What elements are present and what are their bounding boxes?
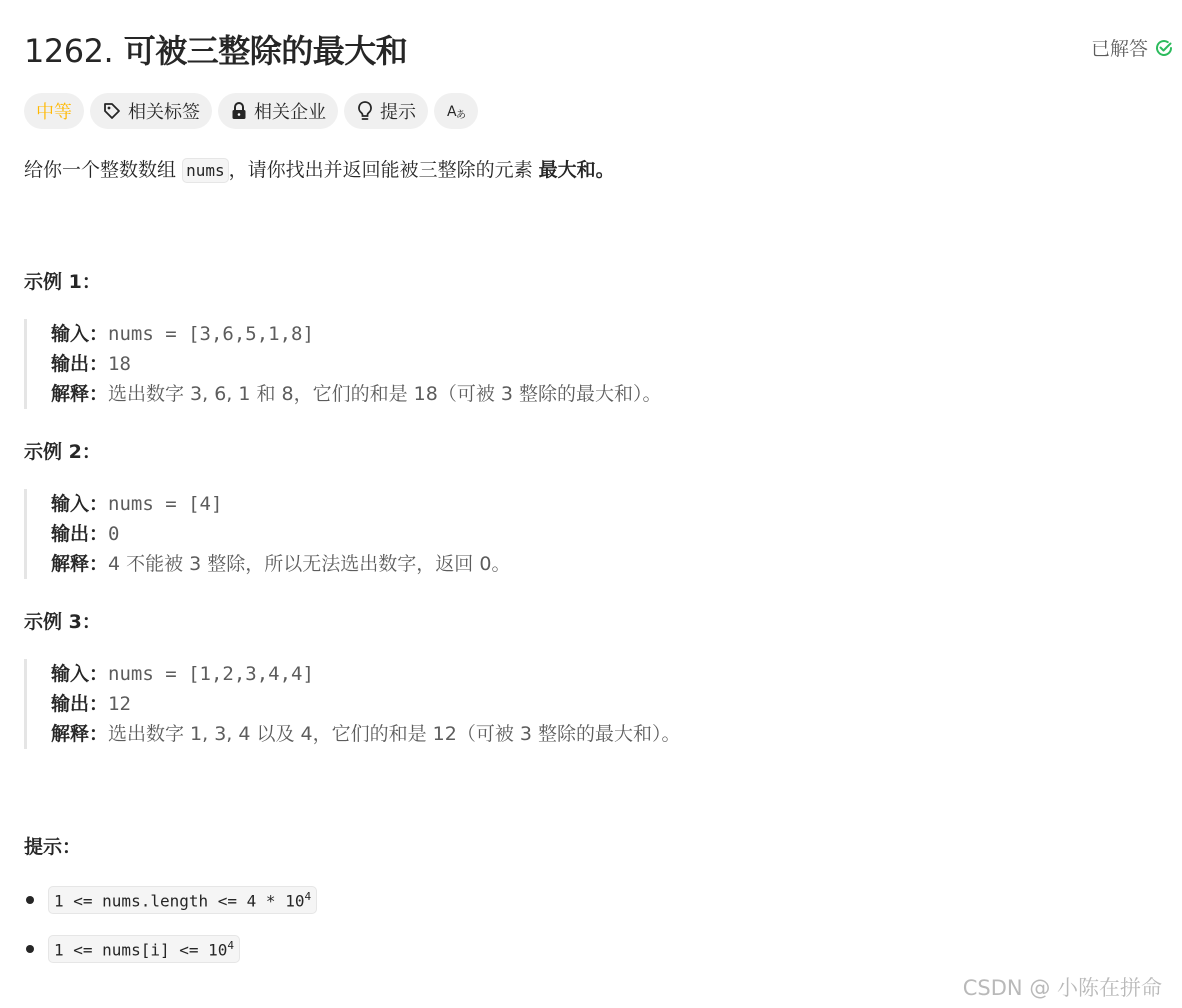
- list-item: [24, 933, 317, 965]
- constraints-heading: 提示：: [24, 836, 82, 858]
- constraint-exponent: 4: [227, 938, 235, 952]
- hint-button[interactable]: [344, 93, 428, 129]
- solved-label: 已解答: [1090, 38, 1148, 60]
- output-value: 0: [108, 523, 120, 545]
- example-3-block: [24, 659, 951, 749]
- input-label: 输入：: [51, 493, 109, 515]
- example-3-heading: 示例 3：: [24, 611, 101, 633]
- explain-label: 解释：: [51, 723, 109, 745]
- input-label: 输入：: [51, 323, 109, 345]
- description-code: nums: [182, 158, 229, 183]
- example-1-explanation: [51, 379, 951, 409]
- example-1-input: [51, 319, 951, 349]
- problem-title[interactable]: [24, 26, 407, 72]
- output-label: 输出：: [51, 693, 109, 715]
- bullet-icon: [26, 896, 34, 904]
- list-item: [24, 884, 317, 916]
- constraint-code: [48, 935, 240, 963]
- input-label: 输入：: [51, 663, 109, 685]
- check-circle-icon: [1154, 38, 1174, 58]
- constraint-text: 1 <= nums[i] <= 10: [54, 940, 228, 960]
- example-2-block: [24, 489, 951, 579]
- tag-icon: [102, 101, 122, 121]
- svg-text:A: A: [447, 104, 457, 120]
- explain-label: 解释：: [51, 553, 109, 575]
- output-label: 输出：: [51, 523, 109, 545]
- problem-description: [24, 155, 615, 186]
- problem-title-text: 可被三整除的最大和: [123, 32, 408, 70]
- watermark: CSDN @ 小陈在拼命: [962, 976, 1162, 1000]
- example-1-output: [51, 349, 951, 379]
- translate-icon: [446, 101, 466, 121]
- svg-text:あ: あ: [456, 110, 466, 121]
- tag-bar: [24, 93, 478, 129]
- lock-icon: [230, 101, 248, 121]
- example-1-heading: 示例 1：: [24, 271, 101, 293]
- explain-value: 选出数字 1, 3, 4 以及 4，它们的和是 12（可被 3 整除的最大和）。: [108, 723, 681, 745]
- translate-button[interactable]: [434, 93, 478, 129]
- hint-label: 提示: [380, 102, 416, 123]
- output-label: 输出：: [51, 353, 109, 375]
- description-middle: ，请你找出并返回能被三整除的元素: [228, 159, 533, 181]
- problem-number: 1262.: [24, 32, 114, 70]
- explain-label: 解释：: [51, 383, 109, 405]
- description-bold: 最大和: [538, 159, 596, 181]
- input-value: nums = [4]: [108, 493, 223, 515]
- related-companies-button[interactable]: [218, 93, 338, 129]
- constraint-text: 1 <= nums.length <= 4 * 10: [54, 891, 305, 911]
- output-value: 18: [108, 353, 131, 375]
- example-3-output: [51, 689, 951, 719]
- related-companies-label: 相关企业: [254, 102, 326, 123]
- related-tags-button[interactable]: [90, 93, 212, 129]
- input-value: nums = [1,2,3,4,4]: [108, 663, 314, 685]
- explain-value: 4 不能被 3 整除，所以无法选出数字，返回 0。: [108, 553, 511, 575]
- bullet-icon: [26, 945, 34, 953]
- title-row: [24, 26, 1170, 70]
- constraints-list: [24, 884, 317, 982]
- example-2-heading: 示例 2：: [24, 441, 101, 463]
- difficulty-badge[interactable]: [24, 93, 84, 129]
- explain-value: 选出数字 3, 6, 1 和 8，它们的和是 18（可被 3 整除的最大和）。: [108, 383, 662, 405]
- description-suffix: 。: [595, 159, 615, 181]
- example-2-explanation: [51, 549, 951, 579]
- solved-status: [1091, 34, 1174, 61]
- input-value: nums = [3,6,5,1,8]: [108, 323, 314, 345]
- lightbulb-icon: [356, 100, 374, 122]
- example-3-explanation: [51, 719, 951, 749]
- constraint-code: [48, 886, 317, 914]
- description-prefix: 给你一个整数数组: [24, 159, 177, 181]
- example-2-input: [51, 489, 951, 519]
- example-1-block: [24, 319, 951, 409]
- difficulty-label: 中等: [36, 102, 72, 123]
- related-tags-label: 相关标签: [128, 102, 200, 123]
- output-value: 12: [108, 693, 131, 715]
- example-2-output: [51, 519, 951, 549]
- example-3-input: [51, 659, 951, 689]
- constraint-exponent: 4: [304, 889, 312, 903]
